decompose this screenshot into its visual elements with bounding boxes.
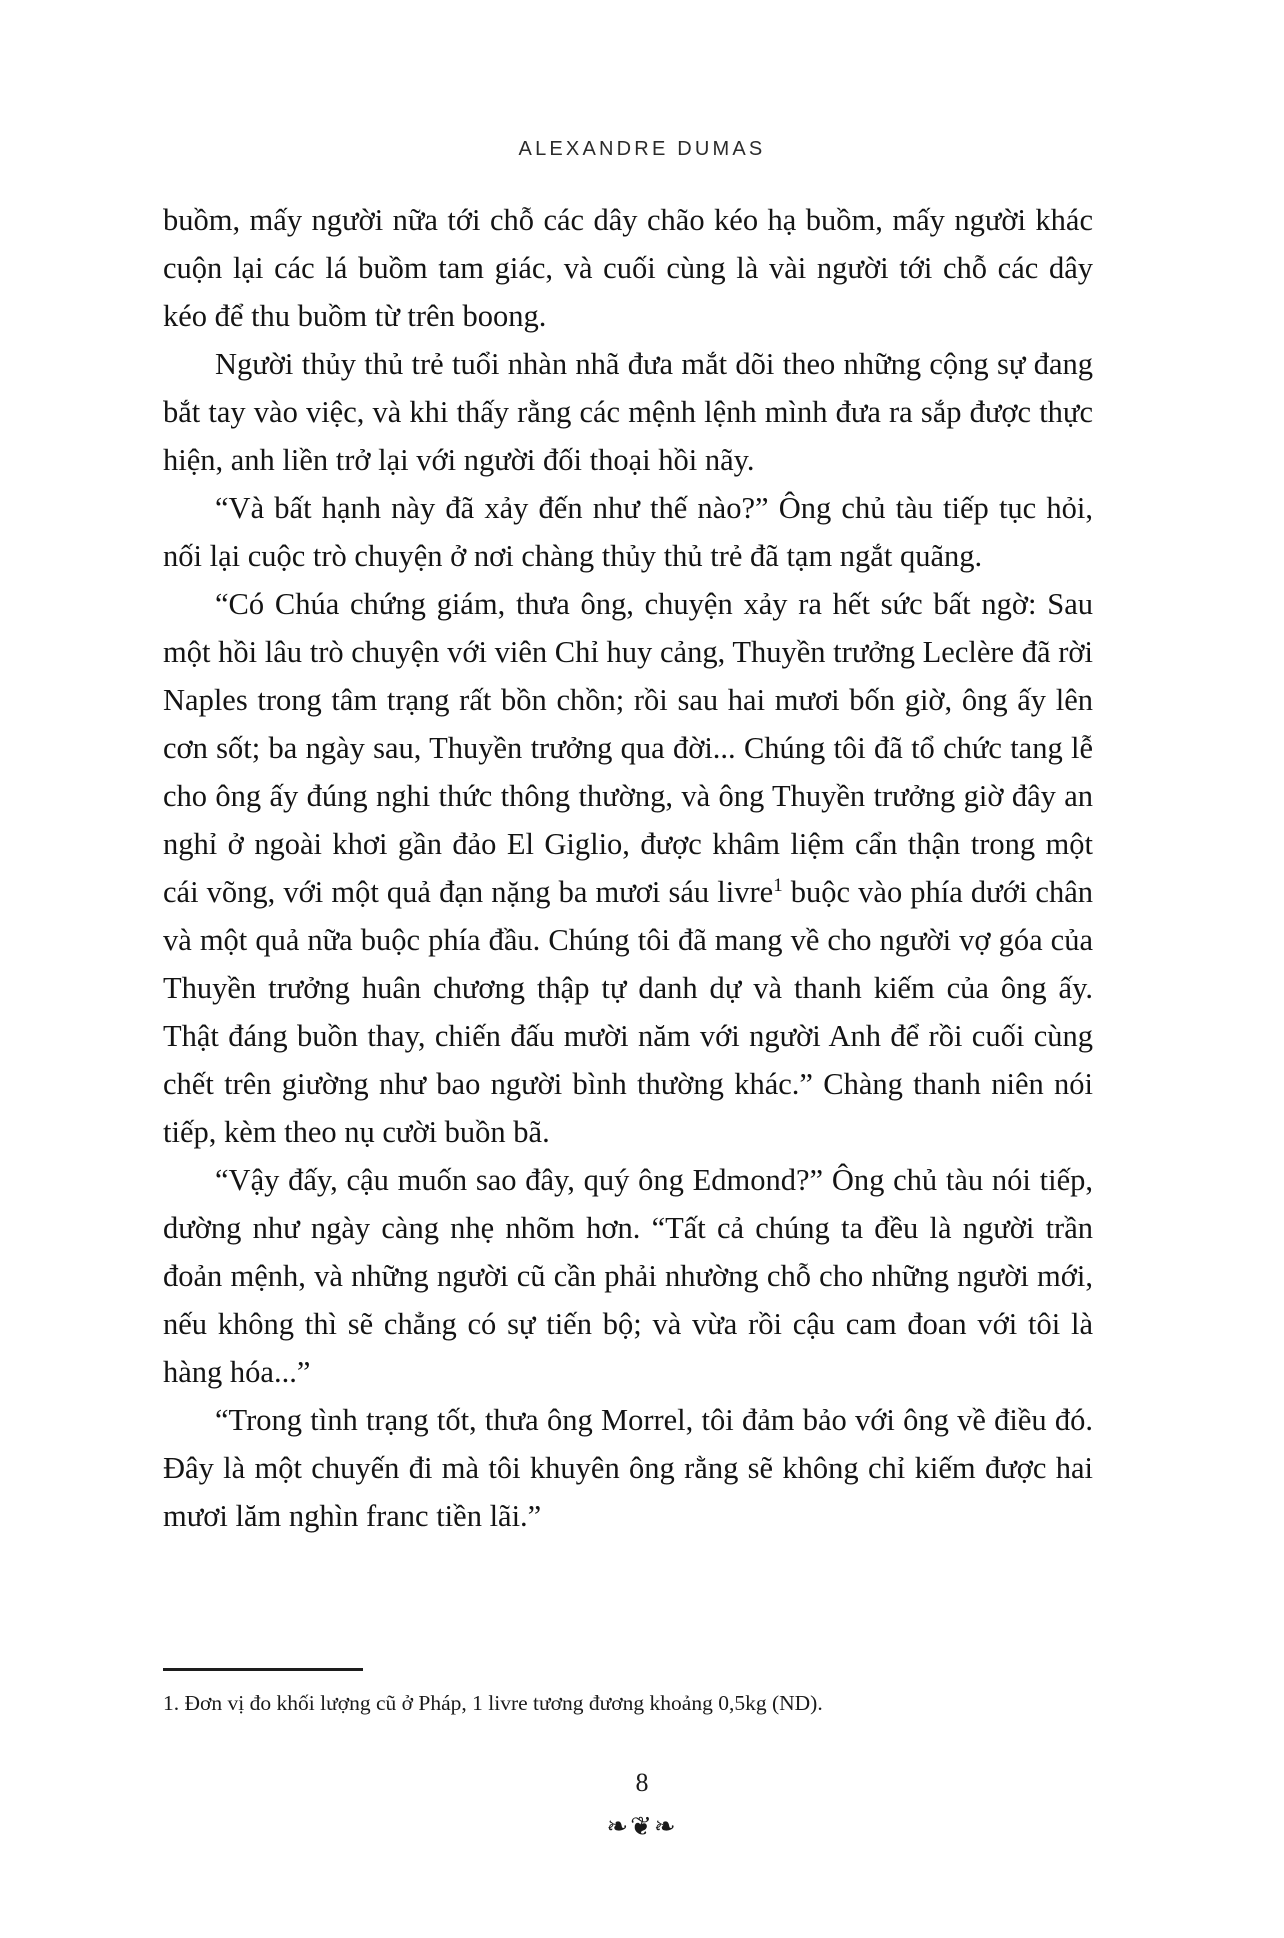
paragraph-5: “Vậy đấy, cậu muốn sao đây, quý ông Edmond?” Ông chủ tàu nói tiếp, dường như ngày càng nhẹ nhõm hơn. “Tất cả chúng ta đều là người trần đoản mệnh, và những người cũ cần phải nhường chỗ cho những người mới, nếu không thì sẽ chẳng có sự tiến bộ; và vừa rồi cậu cam đoan với tôi là hàng hóa...”: [163, 1163, 1093, 1389]
paragraph-3: “Và bất hạnh này đã xảy đến như thế nào?” Ông chủ tàu tiếp tục hỏi, nối lại cuộc trò chuyện ở nơi chàng thủy thủ trẻ đã tạm ngắt quãng.: [163, 491, 1093, 573]
paragraph-4-part-1: “Có Chúa chứng giám, thưa ông, chuyện xảy ra hết sức bất ngờ: Sau một hồi lâu trò chuyện với viên Chỉ huy cảng, Thuyền trưởng Leclère đã rời Naples trong tâm trạng rất bồn chồn; rồi sau hai mươi bốn giờ, ông ấy lên cơn sốt; ba ngày sau, Thuyền trưởng qua đời... Chúng tôi đã tổ chức tang lễ cho ông ấy đúng nghi thức thông thường, và ông Thuyền trưởng giờ đây an nghỉ ở ngoài khơi gần đảo El Giglio, được khâm liệm cẩn thận trong một cái võng, với một quả đạn nặng ba mươi sáu livre: [163, 587, 1093, 909]
footnote-area: [163, 1668, 1093, 1719]
paragraph-4-part-2: buộc vào phía dưới chân và một quả nữa buộc phía đầu. Chúng tôi đã mang về cho người vợ góa của Thuyền trưởng huân chương thập tự danh dự và thanh kiếm của ông ấy. Thật đáng buồn thay, chiến đấu mười năm với người Anh để rồi cuối cùng chết trên giường như bao người bình thường khác.” Chàng thanh niên nói tiếp, kèm theo nụ cười buồn bã.: [163, 875, 1094, 1149]
running-head: ALEXANDRE DUMAS: [518, 138, 766, 160]
paragraph-6: “Trong tình trạng tốt, thưa ông Morrel, tôi đảm bảo với ông về điều đó. Đây là một chuyến đi mà tôi khuyên ông rằng sẽ không chỉ kiếm được hai mươi lăm nghìn franc tiền lãi.”: [163, 1403, 1093, 1533]
body-text: [163, 196, 1093, 1540]
footnote-text: 1. Đơn vị đo khối lượng cũ ở Pháp, 1 livre tương đương khoảng 0,5kg (ND).: [163, 1691, 823, 1715]
page-number: 8: [635, 1768, 649, 1797]
footnote-divider: [163, 1668, 363, 1671]
ornament-flourish: ❧❦❧: [606, 1812, 678, 1841]
footnote-marker: 1: [773, 874, 783, 896]
paragraph-4: [163, 580, 1093, 1156]
paragraph-2: Người thủy thủ trẻ tuổi nhàn nhã đưa mắt dõi theo những cộng sự đang bắt tay vào việc, và khi thấy rằng các mệnh lệnh mình đưa ra sắp được thực hiện, anh liền trở lại với người đối thoại hồi nãy.: [163, 347, 1093, 477]
paragraph-1: buồm, mấy người nữa tới chỗ các dây chão kéo hạ buồm, mấy người khác cuộn lại các lá buồm tam giác, và cuối cùng là vài người tới chỗ các dây kéo để thu buồm từ trên boong.: [163, 203, 1093, 333]
